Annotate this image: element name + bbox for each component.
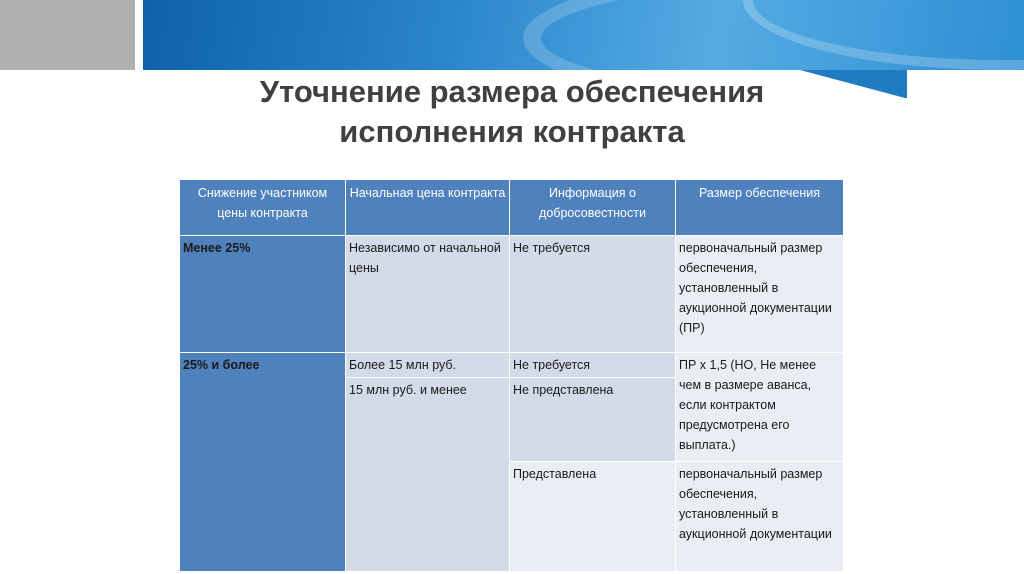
cell-price-15m-or-less: 15 млн руб. и менее	[346, 378, 510, 572]
table-row	[180, 236, 844, 353]
slide-title	[180, 72, 844, 152]
table-header-row	[180, 180, 844, 236]
header-integrity-info: Информация о добросовестности	[510, 180, 676, 236]
slide-title-line1: Уточнение размера обеспечения	[259, 74, 765, 109]
cell-info-not-provided: Не представлена	[510, 378, 676, 462]
cell-info-not-required: Не требуется	[510, 236, 676, 353]
cell-info-not-required-2: Не требуется	[510, 353, 676, 378]
banner-tail-edge	[904, 70, 907, 98]
cell-size-pr-x-1-5: ПР х 1,5 (НО, Не менее чем в размере аванса, если контрактом предусмотрена его выплата.)	[676, 353, 844, 462]
header-reduction: Снижение участником цены контракта	[180, 180, 346, 236]
cell-info-provided: Представлена	[510, 462, 676, 572]
cell-price-more-15m: Более 15 млн руб.	[346, 353, 510, 378]
header-initial-price: Начальная цена контракта	[346, 180, 510, 236]
cell-size-initial: первоначальный размер обеспечения, установленный в аукционной документации	[676, 462, 844, 572]
corner-gray-block	[0, 0, 135, 70]
header-banner	[143, 0, 1024, 70]
cell-size-initial-pr: первоначальный размер обеспечения, установленный в аукционной документации (ПР)	[676, 236, 844, 353]
security-size-table	[179, 179, 844, 572]
table-row	[180, 353, 844, 378]
cell-reduction-25-more: 25% и более	[180, 353, 346, 572]
cell-reduction-less-25: Менее 25%	[180, 236, 346, 353]
header-security-size: Размер обеспечения	[676, 180, 844, 236]
slide-title-line2: исполнения контракта	[339, 114, 685, 149]
cell-price-any: Независимо от начальной цены	[346, 236, 510, 353]
